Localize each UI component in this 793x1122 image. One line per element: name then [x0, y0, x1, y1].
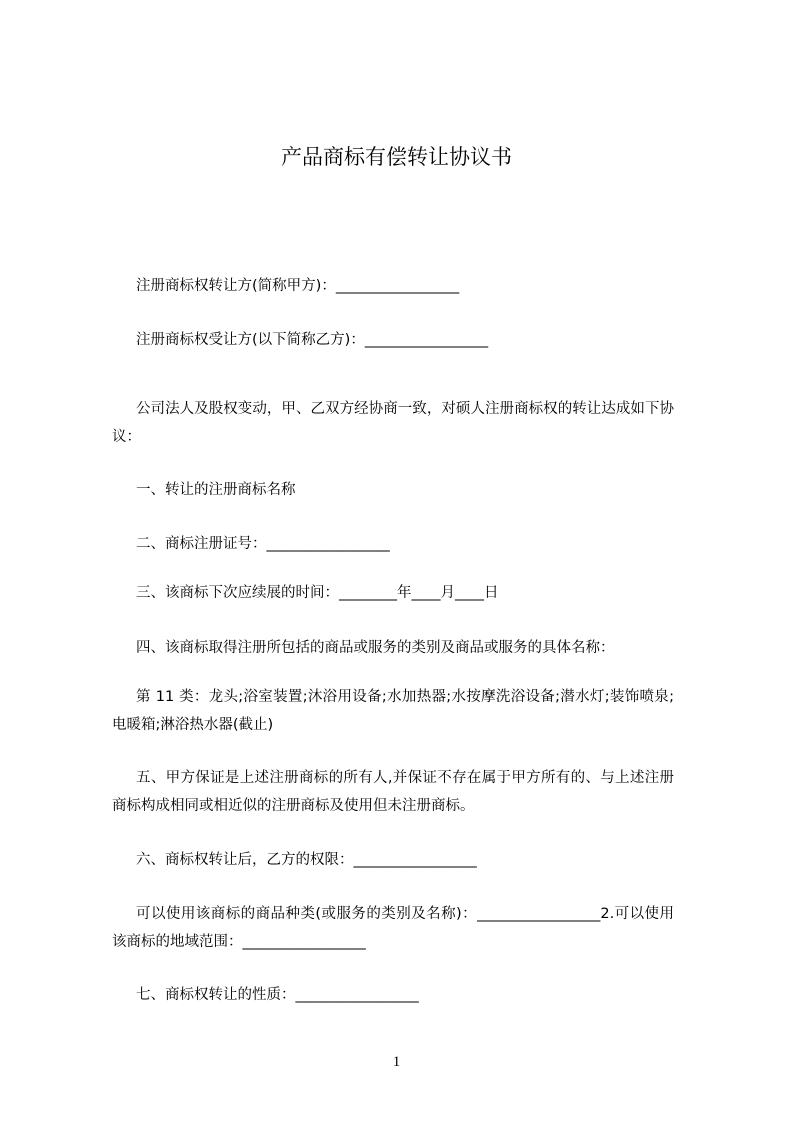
goods-list: 第 11 类：龙头;浴室装置;沐浴用设备;水加热器;水按摩洗浴设备;潜水灯;装饰喷泉;电暖箱;淋浴热水器(截止) — [112, 689, 674, 733]
clause-1: 一、转让的注册商标名称 — [136, 482, 296, 498]
document-title: 产品商标有偿转让协议书 — [281, 145, 512, 169]
clause-6: 六、商标权转让后，乙方的权限：_________________ — [136, 852, 477, 868]
paragraph-preamble: 公司法人及股权变动，甲、乙双方经协商一致，对硕人注册商标权的转让达成如下协议： — [112, 401, 674, 445]
page-number: 1 — [392, 1054, 401, 1070]
clause-5: 五、甲方保证是上述注册商标的所有人,并保证不存在属于甲方所有的、与上述注册商标构成相同或相近似的注册商标及使用但未注册商标。 — [112, 770, 674, 814]
clause-4: 四、该商标取得注册所包括的商品或服务的类别及商品或服务的具体名称： — [136, 640, 615, 656]
clause-2: 二、商标注册证号：_________________ — [136, 536, 390, 552]
paragraph-transferor: 注册商标权转让方(简称甲方)：_________________ — [136, 278, 460, 294]
clause-6-details: 可以使用该商标的商品种类(或服务的类别及名称)：_________________2.可以使用该商标的地域范围：_________________ — [112, 906, 674, 950]
clause-3: 三、该商标下次应续展的时间：________年____月____日 — [136, 585, 499, 601]
clause-7: 七、商标权转让的性质：_________________ — [136, 987, 419, 1003]
paragraph-transferee: 注册商标权受让方(以下简称乙方)：_________________ — [136, 332, 489, 348]
